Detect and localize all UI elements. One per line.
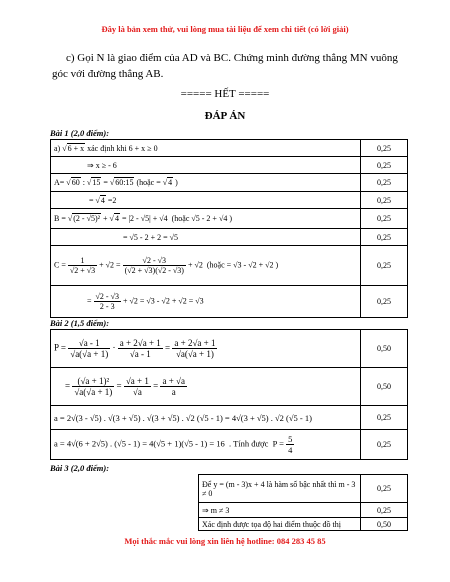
bai3-row3-points: 0,50 xyxy=(361,518,408,531)
bai1-table xyxy=(50,139,408,318)
bai2-heading: Bài 2 (1,5 điểm): xyxy=(50,318,110,328)
bai2-table xyxy=(50,329,408,460)
answer-title: ĐÁP ÁN xyxy=(204,110,246,122)
bai1-row8-points: 0,25 xyxy=(361,286,408,318)
question-c-line2: góc với đường thẳng AB. xyxy=(52,68,164,80)
table-row xyxy=(51,368,408,406)
bai3-heading: Bài 3 (2,0 điểm): xyxy=(50,463,110,473)
question-c-line1: c) Gọi N là giao điểm của AD và BC. Chứng minh đường thẳng MN vuông xyxy=(66,52,398,64)
table-row xyxy=(51,430,408,460)
bai2-row4-points: 0,25 xyxy=(361,430,408,460)
bai1-row6-math: = √5 - 2 + 2 = √5 xyxy=(51,229,361,246)
table-row xyxy=(51,229,408,246)
bai1-row1-math: a) √ 6 + x xác định khi 6 + x ≥ 0 xyxy=(51,140,361,157)
bai2-row2-math: = $\frac{\text{(√a + 1)²}}{√a(√a + 1)}$ = $\frac{√a + 1}{√a}$ = $\frac{a + √a}{a}$ xyxy=(51,368,361,406)
table-row xyxy=(199,503,408,518)
bai3-row2-math: ⇒ m ≠ 3 xyxy=(199,503,361,518)
bai1-row3-points: 0,25 xyxy=(361,174,408,192)
bai1-row4-points: 0,25 xyxy=(361,192,408,209)
bai3-row3-math: Xác định được tọa độ hai điểm thuộc đồ thị xyxy=(199,518,361,531)
bai1-row6-points: 0,25 xyxy=(361,229,408,246)
bai1-heading: Bài 1 (2,0 điểm): xyxy=(50,128,110,138)
table-row xyxy=(51,330,408,368)
bai1-row5-math: B = √ (2 - √5)² + √ 4 = |2 - √5| + √4 (hoặc √5 - 2 + √4 ) xyxy=(51,209,361,229)
bai1-row7-math: C = $\frac{1}{√2 + √3}$ + √2 = $\frac{√2 - √3}{(√2 + √3)(√2 - √3)}$ + √2 (hoặc = √3 - √2 + √2 ) xyxy=(51,246,361,286)
table-row xyxy=(51,209,408,229)
bai2-row3-points: 0,25 xyxy=(361,406,408,430)
bai3-row2-points: 0,25 xyxy=(361,503,408,518)
bai1-row2-math: ⇒ x ≥ - 6 xyxy=(51,157,361,174)
table-row xyxy=(51,406,408,430)
table-row xyxy=(51,140,408,157)
bai3-row1-points: 0,25 xyxy=(361,475,408,503)
table-row xyxy=(51,192,408,209)
preview-banner: Đây là bản xem thử, vui lòng mua tài liệu để xem chi tiết (có lời giải) xyxy=(101,24,349,34)
table-row xyxy=(51,246,408,286)
table-row xyxy=(199,518,408,531)
bai1-row2-points: 0,25 xyxy=(361,157,408,174)
bai2-row3-math: a = 2√(3 - √5) . √(3 + √5) . √(3 + √5) . √2 (√5 - 1) = 4√(3 + √5) . √2 (√5 - 1) xyxy=(51,406,361,430)
table-row xyxy=(51,157,408,174)
bai1-row4-math: = √ 4 =2 xyxy=(51,192,361,209)
bai2-row1-points: 0,50 xyxy=(361,330,408,368)
end-marker: ===== HẾT ===== xyxy=(180,88,270,100)
bai2-row2-points: 0,50 xyxy=(361,368,408,406)
table-row xyxy=(51,174,408,192)
bai3-row1-math: Để y = (m - 3)x + 4 là hàm số bậc nhất thì m - 3 ≠ 0 xyxy=(199,475,361,503)
bai1-row3-math: A= √ 60 : √ 15 = √ 60:15 (hoặc = √ 4 ) xyxy=(51,174,361,192)
bai1-row8-math: = $\frac{√2 - √3}{2 - 3}$ + √2 = √3 - √2 + √2 = √3 xyxy=(51,286,361,318)
table-row xyxy=(51,286,408,318)
bai2-row1-math: P = $\frac{√a - 1}{√a(√a + 1)}$ · $\frac{a + 2√a + 1}{√a - 1}$ = $\frac{a + 2√a + 1}{√a(√a + 1)}$ xyxy=(51,330,361,368)
bai2-row4-math: a = 4√(6 + 2√5) . (√5 - 1) = 4(√5 + 1)(√5 - 1) = 16 . Tính được P = $\frac{5}{4}$ xyxy=(51,430,361,460)
hotline-banner: Mọi thắc mắc vui lòng xin liên hệ hotline: 084 283 45 85 xyxy=(124,536,326,546)
bai1-row1-points: 0,25 xyxy=(361,140,408,157)
bai1-row7-points: 0,25 xyxy=(361,246,408,286)
bai1-row5-points: 0,25 xyxy=(361,209,408,229)
bai3-table xyxy=(198,474,408,531)
table-row xyxy=(199,475,408,503)
